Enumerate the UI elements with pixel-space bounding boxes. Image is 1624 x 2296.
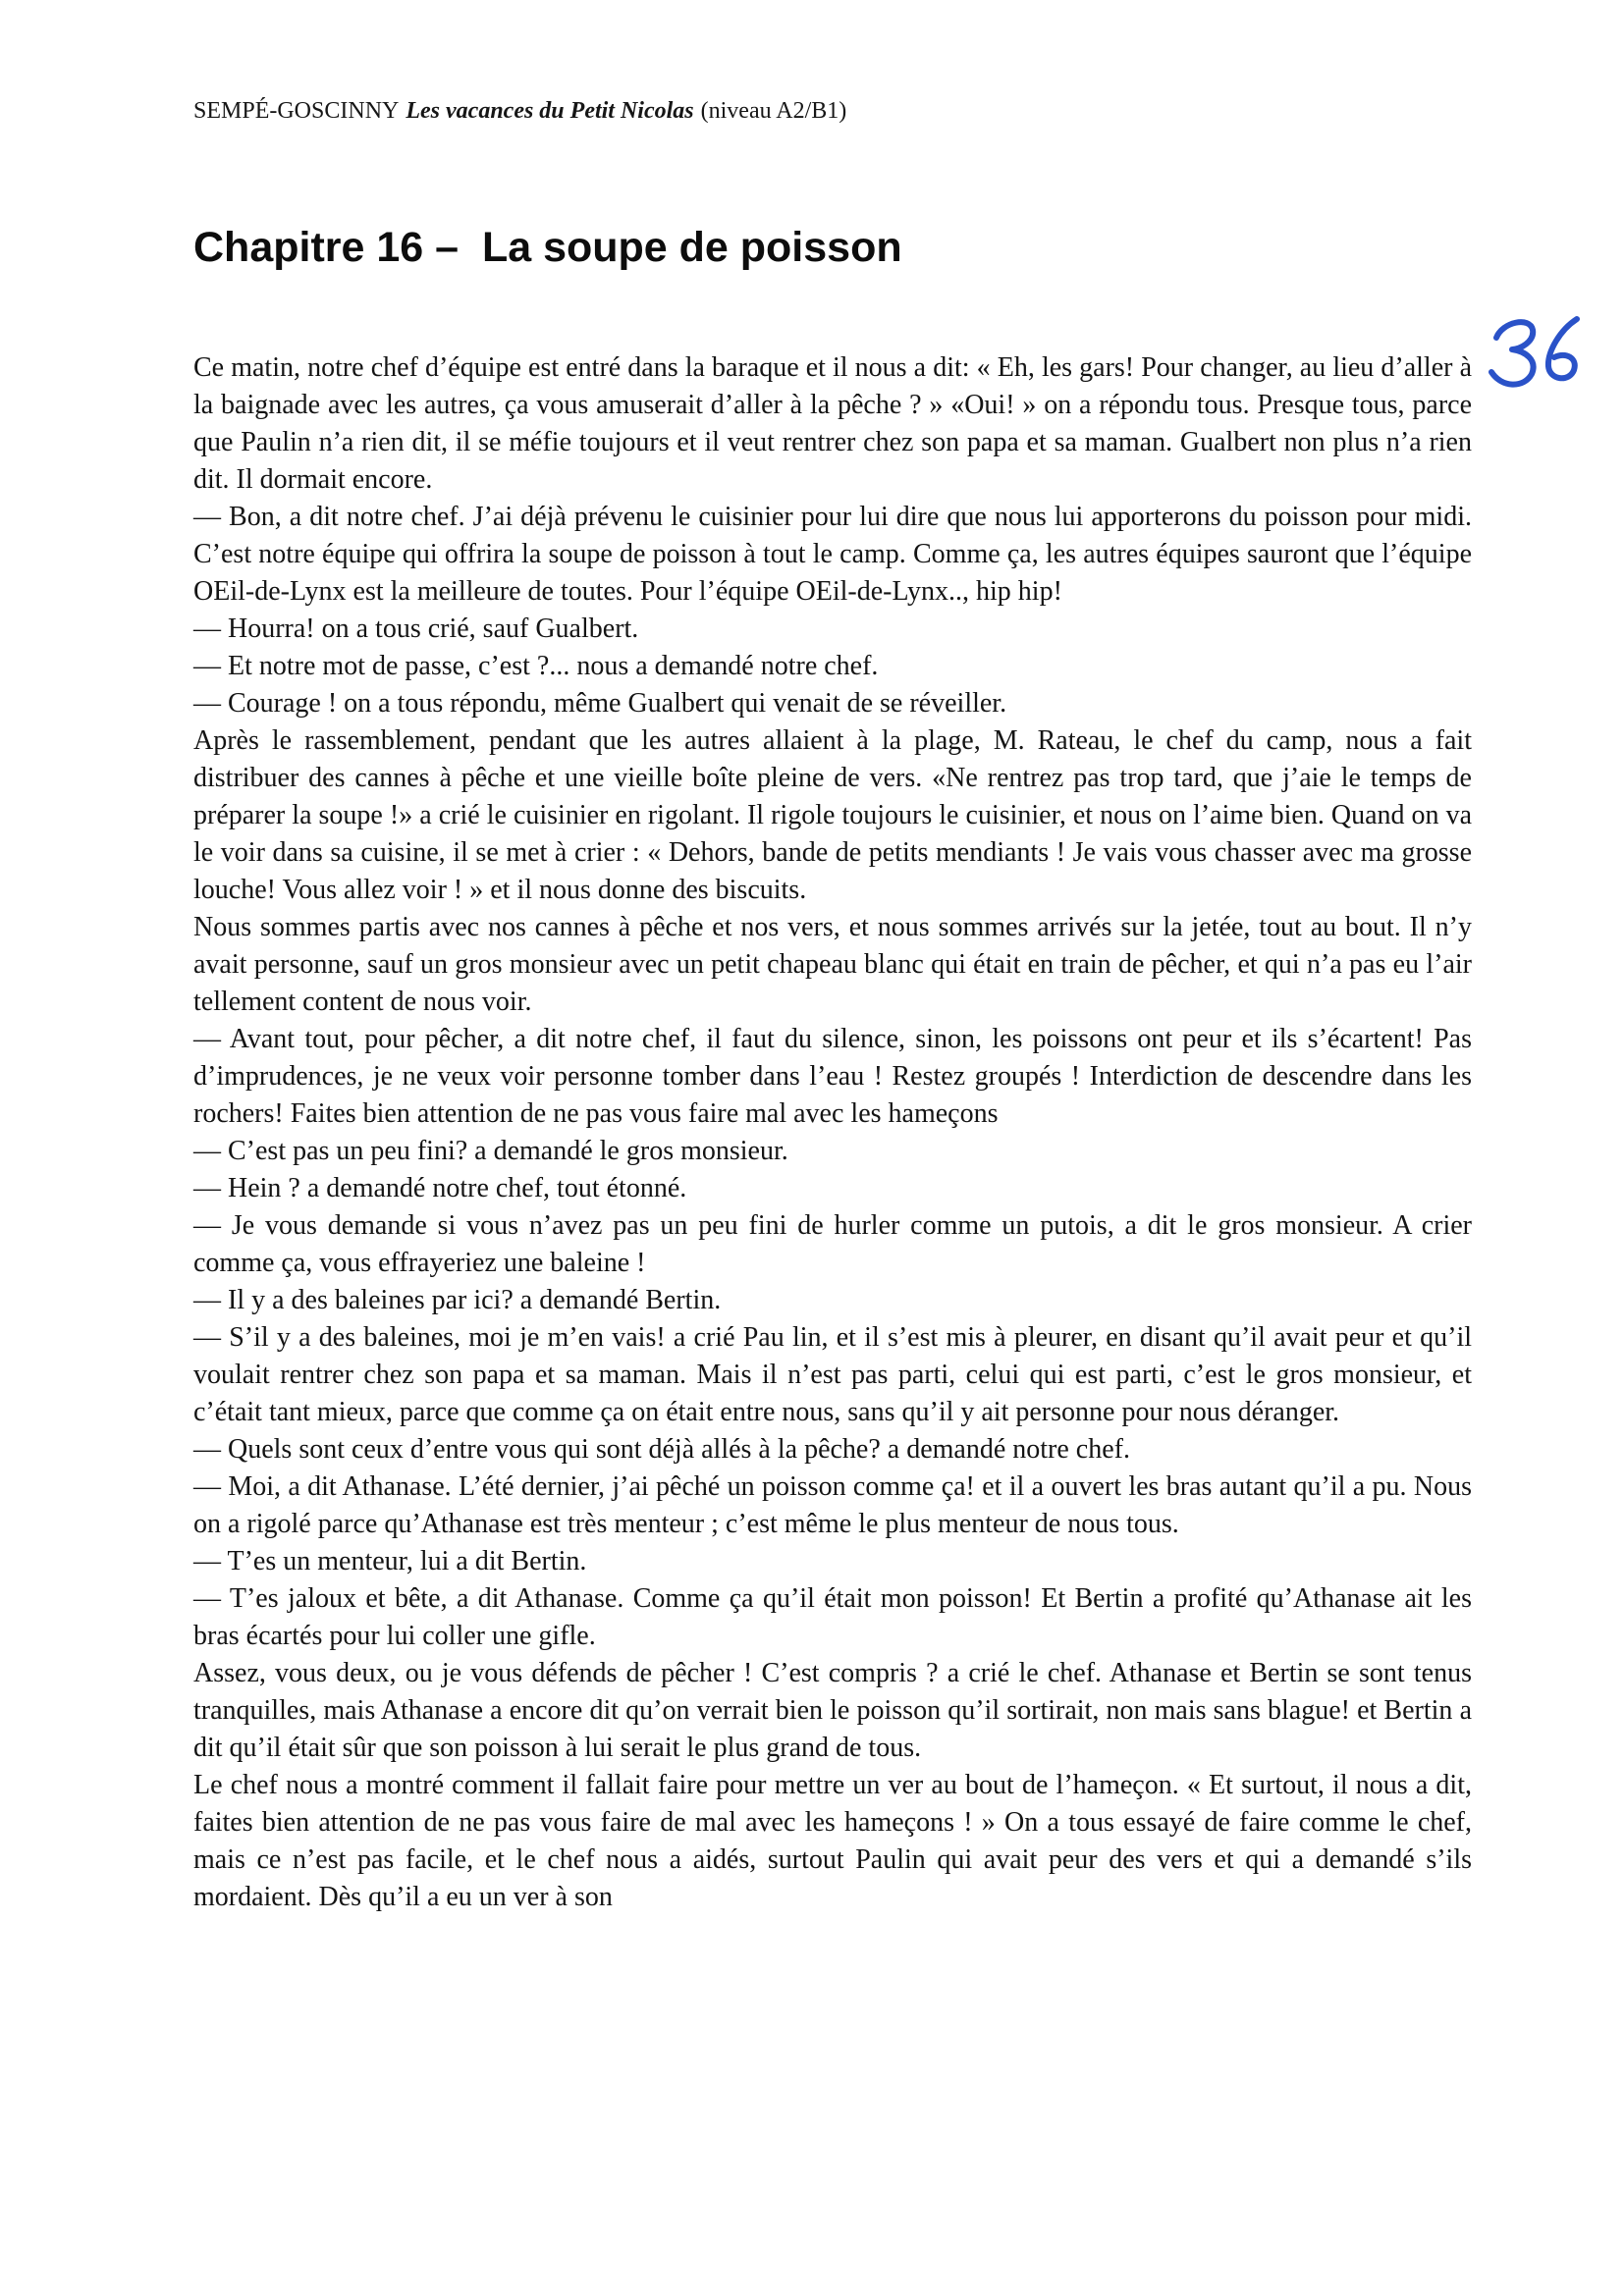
paragraph: — Quels sont ceux d’entre vous qui sont déjà allés à la pêche? a demandé notre chef. <box>193 1434 1130 1465</box>
paragraph: — Bon, a dit notre chef. J’ai déjà prévenu le cuisinier pour lui dire que nous lui apporterons du poisson pour midi. C’est notre équipe qui offrira la soupe de poisson à tout le camp. Comme ça, les autres équipes sauront que l’équipe OEil-de-Lynx est la meilleure de toutes. Pour l’équipe OEil-de-Lynx.., hip hip! <box>193 502 1472 607</box>
running-header <box>193 98 846 125</box>
paragraph-list <box>193 349 1472 1916</box>
paragraph: — T’es jaloux et bête, a dit Athanase. Comme ça qu’il était mon poisson! Et Bertin a profité qu’Athanase ait les bras écartés pour lui coller une gifle. <box>193 1583 1472 1651</box>
handwritten-page-number <box>1485 312 1593 400</box>
paragraph: — C’est pas un peu fini? a demandé le gros monsieur. <box>193 1136 788 1166</box>
chapter-title: Chapitre 16 – La soupe de poisson <box>193 224 902 271</box>
book-title: Les vacances du Petit Nicolas <box>406 98 694 124</box>
paragraph: Assez, vous deux, ou je vous défends de pêcher ! C’est compris ? a crié le chef. Athanase et Bertin se sont tenus tranquilles, mais Athanase a encore dit qu’on verrait bien le poisson qu’il sortirait, non mais sans blague! et Bertin a dit qu’il était sûr que son poisson à lui serait le plus grand de tous. <box>193 1658 1472 1763</box>
paragraph: — Avant tout, pour pêcher, a dit notre chef, il faut du silence, sinon, les poissons ont peur et ils s’écartent! Pas d’imprudences, je ne veux voir personne tomber dans l’eau ! Restez groupés ! Interdiction de descendre dans les rochers! Faites bien attention de ne pas vous faire mal avec les hameçons <box>193 1024 1472 1129</box>
author-name: SEMPÉ-GOSCINNY <box>193 98 400 124</box>
paragraph: — T’es un menteur, lui a dit Bertin. <box>193 1546 587 1576</box>
paragraph: — Courage ! on a tous répondu, même Gualbert qui venait de se réveiller. <box>193 688 1007 719</box>
handwritten-digit-3 <box>1491 322 1534 384</box>
paragraph: — Il y a des baleines par ici? a demandé Bertin. <box>193 1285 722 1315</box>
paragraph: Le chef nous a montré comment il fallait faire pour mettre un ver au bout de l’hameçon. « Et surtout, il nous a dit, faites bien attention de ne pas vous faire de mal avec les hameçons ! » On a tous essayé de faire comme le chef, mais ce n’est pas facile, et le chef nous a aidés, surtout Paulin qui avait peur des vers et qui a demandé s’ils mordaient. Dès qu’il a eu un ver à son <box>193 1770 1472 1912</box>
paragraph: — Hourra! on a tous crié, sauf Gualbert. <box>193 614 639 644</box>
paragraph: — Moi, a dit Athanase. L’été dernier, j’ai pêché un poisson comme ça! et il a ouvert les bras autant qu’il a pu. Nous on a rigolé parce qu’Athanase est très menteur ; c’est même le plus menteur de nous tous. <box>193 1471 1472 1539</box>
handwritten-36-drawing <box>1485 312 1593 400</box>
paragraph: Nous sommes partis avec nos cannes à pêche et nos vers, et nous sommes arrivés sur la jetée, tout au bout. Il n’y avait personne, sauf un gros monsieur avec un petit chapeau blanc qui était en train de pêcher, et qui n’a pas eu l’air tellement content de nous voir. <box>193 912 1472 1017</box>
paragraph: — Je vous demande si vous n’avez pas un peu fini de hurler comme un putois, a dit le gros monsieur. A crier comme ça, vous effrayeriez une baleine ! <box>193 1210 1472 1278</box>
paragraph: Après le rassemblement, pendant que les autres allaient à la plage, M. Rateau, le chef du camp, nous a fait distribuer des cannes à pêche et une vieille boîte pleine de vers. «Ne rentrez pas trop tard, que j’aie le temps de préparer la soupe !» a crié le cuisinier en rigolant. Il rigole toujours le cuisinier, et nous on l’aime bien. Quand on va le voir dans sa cuisine, il se met à crier : « Dehors, bande de petits mendiants ! Je vais vous chasser avec ma grosse louche! Vous allez voir ! » et il nous donne des biscuits. <box>193 725 1472 905</box>
chapter-body <box>193 349 1472 1916</box>
level-indicator: (niveau A2/B1) <box>700 98 847 124</box>
handwritten-digit-6 <box>1548 319 1577 378</box>
paragraph: — Et notre mot de passe, c’est ?... nous a demandé notre chef. <box>193 651 879 681</box>
paragraph: Ce matin, notre chef d’équipe est entré dans la baraque et il nous a dit: « Eh, les gars! Pour changer, au lieu d’aller à la baignade avec les autres, ça vous amuserait d’aller à la pêche ? » «Oui! » on a répondu tous. Presque tous, parce que Paulin n’a rien dit, il se méfie toujours et il veut rentrer chez son papa et sa maman. Gualbert non plus n’a rien dit. Il dormait encore. <box>193 352 1472 495</box>
paragraph: — Hein ? a demandé notre chef, tout étonné. <box>193 1173 687 1203</box>
paragraph: — S’il y a des baleines, moi je m’en vais! a crié Pau lin, et il s’est mis à pleurer, en disant qu’il avait peur et qu’il voulait rentrer chez son papa et sa maman. Mais il n’est pas parti, celui qui est parti, c’est le gros monsieur, et c’était tant mieux, parce que comme ça on était entre nous, sans qu’il y ait personne pour nous déranger. <box>193 1322 1472 1427</box>
